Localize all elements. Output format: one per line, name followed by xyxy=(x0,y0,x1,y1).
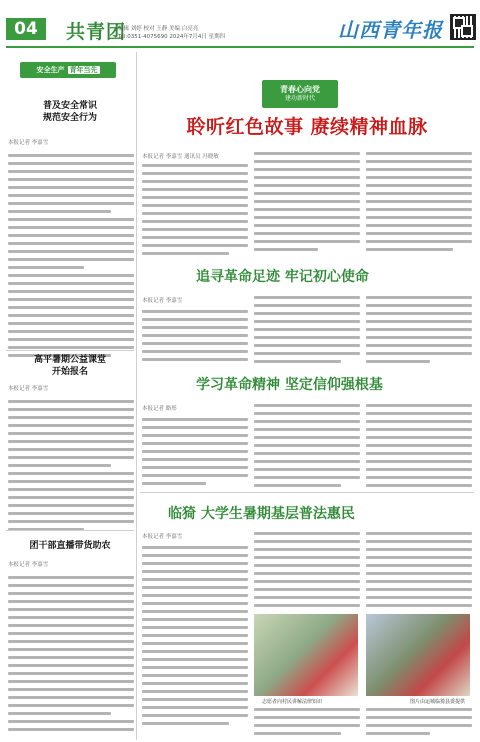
article1-body xyxy=(8,138,134,362)
article3-byline: 本报记者 李嘉雪 xyxy=(8,562,49,568)
date-line: Tel:0351-4075690 2024年7月4日 星期四 xyxy=(118,34,226,40)
section-name: 共青团 xyxy=(66,21,127,43)
main-byline-3: 本报记者 路彤 xyxy=(142,406,177,412)
left-divider-1 xyxy=(6,350,134,351)
photo1-caption: 志愿者向村民讲解法律知识 xyxy=(262,699,323,705)
section2-col1 xyxy=(142,310,248,366)
main-byline-4: 本报记者 李嘉雪 xyxy=(142,534,183,540)
section3-col1 xyxy=(142,418,248,490)
editor-line: 编辑 刘婷 校对 王静 美编 白亮亮 xyxy=(118,26,199,32)
section1-col3 xyxy=(366,152,472,256)
photo-lecture xyxy=(254,614,358,696)
section4-col2-bottom xyxy=(254,708,360,740)
article2-byline: 本报记者 李嘉雪 xyxy=(8,386,49,392)
section4-col3-top xyxy=(366,532,472,612)
safety-banner xyxy=(20,62,116,78)
masthead-meta xyxy=(118,25,225,41)
section1-col1 xyxy=(142,164,248,260)
masthead xyxy=(0,0,480,44)
main-byline-2: 本报记者 李嘉雪 xyxy=(142,298,183,304)
section4-col1 xyxy=(142,546,248,730)
article3-title: 团干部直播带货助农 xyxy=(29,541,111,551)
left-divider-2 xyxy=(6,530,134,531)
section2-col3 xyxy=(366,296,472,368)
topic-tag-line1: 青春心向党 xyxy=(280,85,320,94)
section1-col2 xyxy=(254,152,360,256)
qr-code-icon xyxy=(450,14,476,40)
topic-tag xyxy=(262,80,338,108)
subtitle-1: 追寻革命足迹 牢记初心使命 xyxy=(196,269,369,285)
article3-body xyxy=(8,560,134,736)
article1-byline: 本报记者 李嘉雪 xyxy=(8,140,49,146)
section3-col2 xyxy=(254,404,360,492)
section2-col2 xyxy=(254,296,360,368)
photo-group xyxy=(366,614,470,696)
page-number: 04 xyxy=(6,18,46,40)
section4-col2-top xyxy=(254,532,360,612)
section3-col3 xyxy=(366,404,472,492)
subtitle-3: 临猗 大学生暑期基层普法惠民 xyxy=(168,506,355,522)
photo2-caption: 图片由运城临猗县委提供 xyxy=(410,699,466,705)
safety-banner-text: 安全生产 xyxy=(36,66,65,74)
header-rule xyxy=(6,46,474,48)
subtitle-2: 学习革命精神 坚定信仰强根基 xyxy=(196,377,383,393)
article2-title: 高平暑期公益课堂 开始报名 xyxy=(33,355,106,377)
main-divider xyxy=(140,492,474,493)
safety-banner-tag: 青年当先 xyxy=(69,66,98,74)
topic-tag-line2: 建功新时代 xyxy=(284,95,315,102)
newspaper-brand: 山西青年报 xyxy=(338,18,443,42)
article2-body xyxy=(8,384,134,536)
main-byline-1: 本报记者 李嘉雪 通讯员 冯晓敏 xyxy=(142,154,219,160)
main-title: 聆听红色故事 赓续精神血脉 xyxy=(186,116,428,138)
article1-title: 普及安全常识 规范安全行为 xyxy=(42,101,97,123)
column-divider xyxy=(136,52,137,740)
section4-col3-bottom xyxy=(366,708,472,740)
